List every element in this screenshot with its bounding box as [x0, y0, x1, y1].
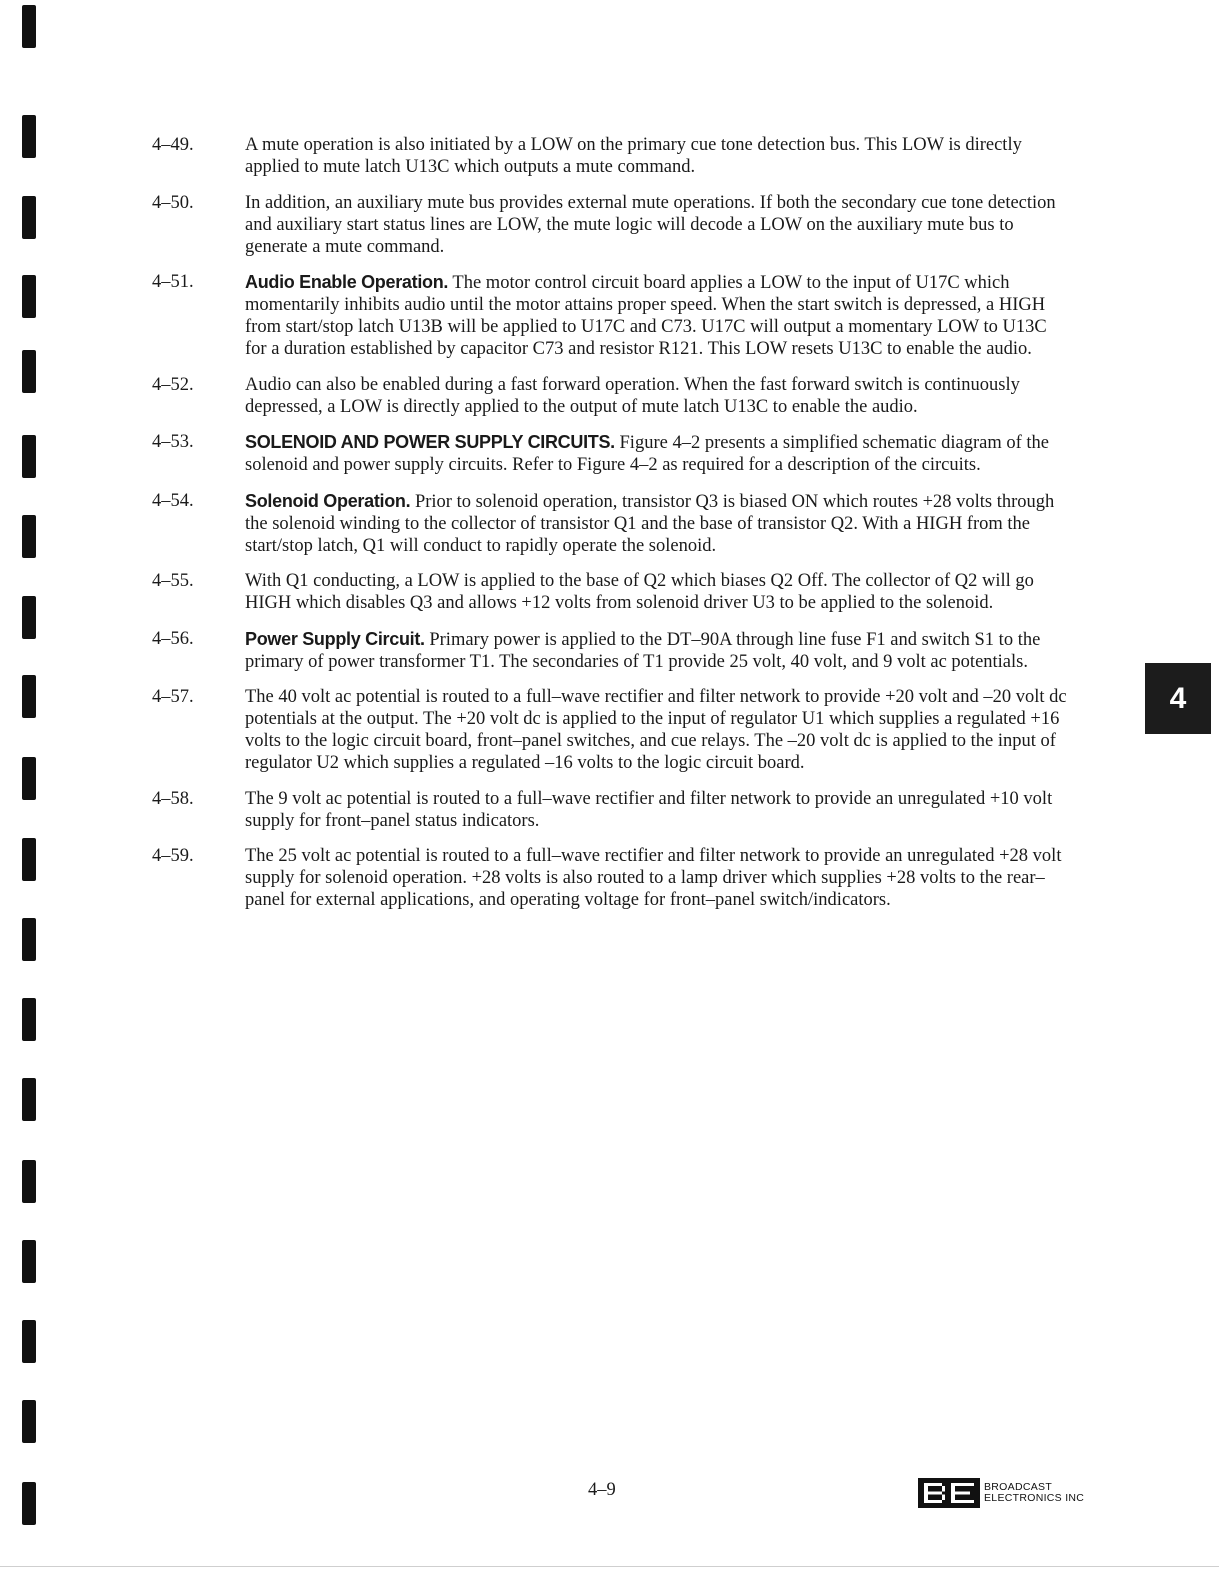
paragraph-body — [245, 271, 1070, 360]
binder-mark — [22, 196, 36, 239]
binder-mark — [22, 1320, 36, 1363]
paragraph-4-55 — [152, 570, 1082, 614]
paragraph-number: 4–49. — [152, 135, 194, 155]
bottom-scan-edge — [0, 1566, 1219, 1567]
paragraph-4-50 — [152, 192, 1082, 258]
logo-line-2: ELECTRONICS INC — [984, 1492, 1085, 1504]
paragraph-number: 4–56. — [152, 628, 194, 649]
binder-mark — [22, 1078, 36, 1121]
paragraph-text: The 25 volt ac potential is routed to a full–wave rectifier and filter network to provide an unregulated +28 volt supply for solenoid operation. +28 volts is also routed to a lamp driver which supplies +28 volts to the rear–panel for external applications, and operating voltage for front–panel switch/indicators. — [245, 846, 1062, 910]
paragraph-number: 4–58. — [152, 788, 194, 809]
logo-line-1: BROADCAST — [984, 1481, 1053, 1493]
paragraph-number: 4–50. — [152, 192, 194, 213]
paragraph-heading: Solenoid Operation. — [245, 490, 411, 511]
binder-mark — [22, 596, 36, 639]
binder-mark — [22, 998, 36, 1041]
paragraph-number: 4–53. — [152, 432, 194, 452]
logo-text — [984, 1482, 1084, 1504]
paragraph-number: 4–59. — [152, 846, 194, 866]
paragraph-text: Audio can also be enabled during a fast forward operation. When the fast forward switch is continuously depressed, a LOW is directly applied to the output of mute latch U13C to enable the audio. — [245, 374, 1020, 417]
binder-mark — [22, 5, 36, 48]
binder-mark — [22, 1160, 36, 1203]
paragraph-text: In addition, an auxiliary mute bus provides external mute operations. If both the secondary cue tone detection and auxiliary start status lines are LOW, the mute logic will decode a LOW on the auxiliary mute bus to generate a mute command. — [245, 192, 1056, 257]
binder-mark — [22, 757, 36, 800]
paragraph-text: The 40 volt ac potential is routed to a full–wave rectifier and filter network to provide +20 volt and –20 volt dc potentials at the output. The +20 volt dc is applied to the input of regulator U1 which supplies a regulated +16 volts to the logic circuit board, front–panel switches, and cue relays. The –20 volt dc is applied to the input of regulator U2 which supplies a regulated –16 volts to the logic circuit board. — [245, 687, 1067, 773]
paragraph-body — [245, 192, 1070, 258]
binder-mark — [22, 1482, 36, 1525]
paragraph-text: The 9 volt ac potential is routed to a full–wave rectifier and filter network to provide an unregulated +10 volt supply for front–panel status indicators. — [245, 788, 1053, 831]
binder-mark — [22, 838, 36, 881]
binder-mark — [22, 1240, 36, 1283]
paragraph-body — [245, 431, 1070, 476]
paragraph-4-57 — [152, 686, 1082, 774]
company-logo — [918, 1478, 1084, 1508]
paragraph-number: 4–55. — [152, 571, 194, 591]
paragraph-heading: Audio Enable Operation. — [245, 272, 449, 292]
binder-mark — [22, 515, 36, 558]
paragraph-body — [245, 628, 1070, 673]
paragraph-number: 4–54. — [152, 490, 194, 511]
binder-mark — [22, 435, 36, 478]
paragraph-4-53 — [152, 431, 1082, 476]
paragraph-4-52 — [152, 374, 1082, 418]
section-tab: 4 — [1145, 663, 1211, 734]
paragraph-body — [245, 134, 1070, 178]
paragraph-text: Primary power is applied to the DT–90A through line fuse F1 and switch S1 to the primary of power transformer T1. The secondaries of T1 provide 25 volt, 40 volt, and 9 volt ac potentials. — [245, 629, 1041, 672]
paragraph-number: 4–52. — [152, 374, 194, 395]
paragraph-body — [245, 788, 1070, 832]
paragraph-body — [245, 845, 1070, 911]
paragraph-4-58 — [152, 788, 1082, 832]
binder-mark — [22, 350, 36, 393]
paragraph-body — [245, 490, 1070, 557]
paragraph-list — [152, 134, 1082, 925]
paragraph-4-59 — [152, 845, 1082, 911]
paragraph-4-49 — [152, 134, 1082, 178]
be-logo-icon — [918, 1478, 980, 1508]
page-number: 4–9 — [588, 1480, 616, 1500]
paragraph-4-51 — [152, 271, 1082, 360]
binder-mark — [22, 115, 36, 158]
paragraph-text: With Q1 conducting, a LOW is applied to the base of Q2 which biases Q2 Off. The collector of Q2 will go HIGH which disables Q3 and allows +12 volts from solenoid driver U3 to be applied to the solenoid. — [245, 571, 1034, 613]
paragraph-text: Prior to solenoid operation, transistor Q3 is biased ON which routes +28 volts through the solenoid winding to the collector of transistor Q1 and the base of transistor Q2. With a HIGH from the start/stop latch, Q1 will conduct to rapidly operate the solenoid. — [245, 491, 1055, 556]
paragraph-number: 4–57. — [152, 687, 194, 707]
paragraph-body — [245, 374, 1070, 418]
paragraph-heading: Power Supply Circuit. — [245, 628, 425, 649]
section-heading: SOLENOID AND POWER SUPPLY CIRCUITS. — [245, 432, 615, 452]
binder-mark — [22, 918, 36, 961]
paragraph-4-56 — [152, 628, 1082, 673]
binder-mark — [22, 1400, 36, 1443]
paragraph-text: A mute operation is also initiated by a LOW on the primary cue tone detection bus. This LOW is directly applied to mute latch U13C which outputs a mute command. — [245, 135, 1022, 177]
binder-mark — [22, 275, 36, 318]
paragraph-text: Figure 4–2 presents a simplified schematic diagram of the solenoid and power supply circuits. Refer to Figure 4–2 as required for a description of the circuits. — [245, 433, 1050, 475]
paragraph-4-54 — [152, 490, 1082, 557]
paragraph-text: The motor control circuit board applies a LOW to the input of U17C which momentarily inhibits audio until the motor attains proper speed. When the start switch is depressed, a HIGH from start/stop latch U13B will be applied to U17C and C73. U17C will output a momentary LOW to U13C for a duration established by capacitor C73 and resistor R121. This LOW resets U13C to enable the audio. — [245, 273, 1047, 359]
paragraph-body — [245, 686, 1070, 774]
binder-hole-marks — [0, 0, 60, 1578]
paragraph-body — [245, 570, 1070, 614]
paragraph-number: 4–51. — [152, 272, 194, 292]
binder-mark — [22, 675, 36, 718]
